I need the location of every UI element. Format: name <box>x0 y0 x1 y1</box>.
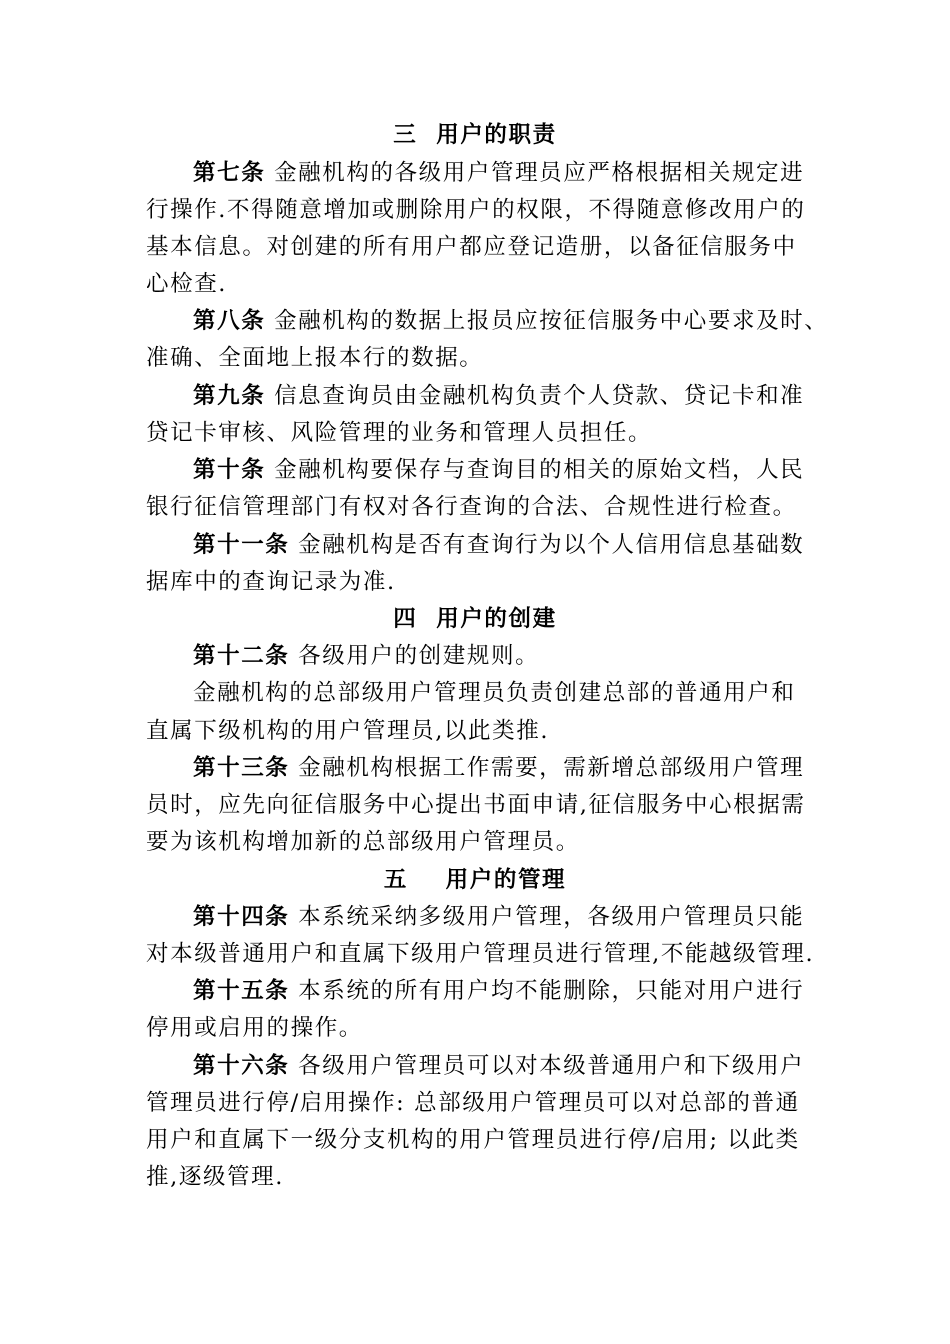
article-line <box>193 303 863 340</box>
article-text: 各级用户的创建规则。 <box>298 643 540 669</box>
article-label: 第九条 <box>193 383 266 409</box>
article-label: 第十二条 <box>193 643 290 669</box>
section-heading: 四 用户的创建 <box>393 606 557 632</box>
text-line: 据库中的查询记录为准. <box>146 569 396 595</box>
article-label: 第七条 <box>193 160 266 186</box>
text-line: 管理员进行停/启用操作: 总部级用户管理员可以对总部的普通 <box>146 1090 800 1116</box>
article-label: 第十三条 <box>193 755 290 781</box>
text-line: 心检查. <box>146 271 228 297</box>
article-text: 金融机构的数据上报员应按征信服务中心要求及时、 <box>274 308 829 334</box>
text-line: 停用或启用的操作。 <box>146 1015 363 1041</box>
article-label: 第十五条 <box>193 978 290 1004</box>
article-text: 本系统采纳多级用户管理，各级用户管理员只能 <box>298 904 805 930</box>
section-heading: 三 用户的职责 <box>393 122 557 148</box>
article-text: 金融机构根据工作需要，需新增总部级用户管理 <box>298 755 805 781</box>
article-text: 金融机构的各级用户管理员应严格根据相关规定进 <box>274 160 805 186</box>
article-label: 第十条 <box>193 457 266 483</box>
article-text: 信息查询员由金融机构负责个人贷款、贷记卡和准 <box>274 383 805 409</box>
article-line <box>193 155 863 192</box>
text-line: 银行征信管理部门有权对各行查询的合法、合规性进行检查。 <box>146 494 797 520</box>
article-label: 第十四条 <box>193 904 290 930</box>
article-line <box>193 973 863 1010</box>
text-line: 直属下级机构的用户管理员,以此类推. <box>146 718 550 744</box>
text-line: 行操作.不得随意增加或删除用户的权限，不得随意修改用户的 <box>146 197 806 223</box>
text-line: 基本信息。对创建的所有用户都应登记造册，以备征信服务中 <box>146 234 797 260</box>
text-line: 用户和直属下一级分支机构的用户管理员进行停/启用; 以此类 <box>146 1127 800 1153</box>
text-line: 贷记卡审核、风险管理的业务和管理人员担任。 <box>146 420 653 446</box>
article-line <box>193 378 863 415</box>
text-line: 要为该机构增加新的总部级用户管理员。 <box>146 829 580 855</box>
text-line: 推,逐级管理. <box>146 1164 285 1190</box>
article-line <box>193 452 863 489</box>
article-line <box>193 638 863 675</box>
text-line: 对本级普通用户和直属下级用户管理员进行管理,不能越级管理. <box>146 941 815 967</box>
article-text: 金融机构要保存与查询目的相关的原始文档，人民 <box>274 457 805 483</box>
article-line <box>193 1048 863 1085</box>
article-text: 本系统的所有用户均不能删除，只能对用户进行 <box>298 978 805 1004</box>
text-line: 准确、全面地上报本行的数据。 <box>146 345 484 371</box>
section-heading: 五 用户的管理 <box>383 867 567 893</box>
article-label: 第八条 <box>193 308 266 334</box>
article-text: 各级用户管理员可以对本级普通用户和下级用户 <box>298 1053 805 1079</box>
article-line <box>193 750 863 787</box>
article-text: 金融机构是否有查询行为以个人信用信息基础数 <box>298 532 805 558</box>
article-label: 第十六条 <box>193 1053 290 1079</box>
article-line <box>193 527 863 564</box>
text-line: 员时，应先向征信服务中心提出书面申请,征信服务中心根据需 <box>146 792 806 818</box>
article-line <box>193 899 863 936</box>
article-label: 第十一条 <box>193 532 290 558</box>
text-line: 金融机构的总部级用户管理员负责创建总部的普通用户和 <box>193 680 796 706</box>
